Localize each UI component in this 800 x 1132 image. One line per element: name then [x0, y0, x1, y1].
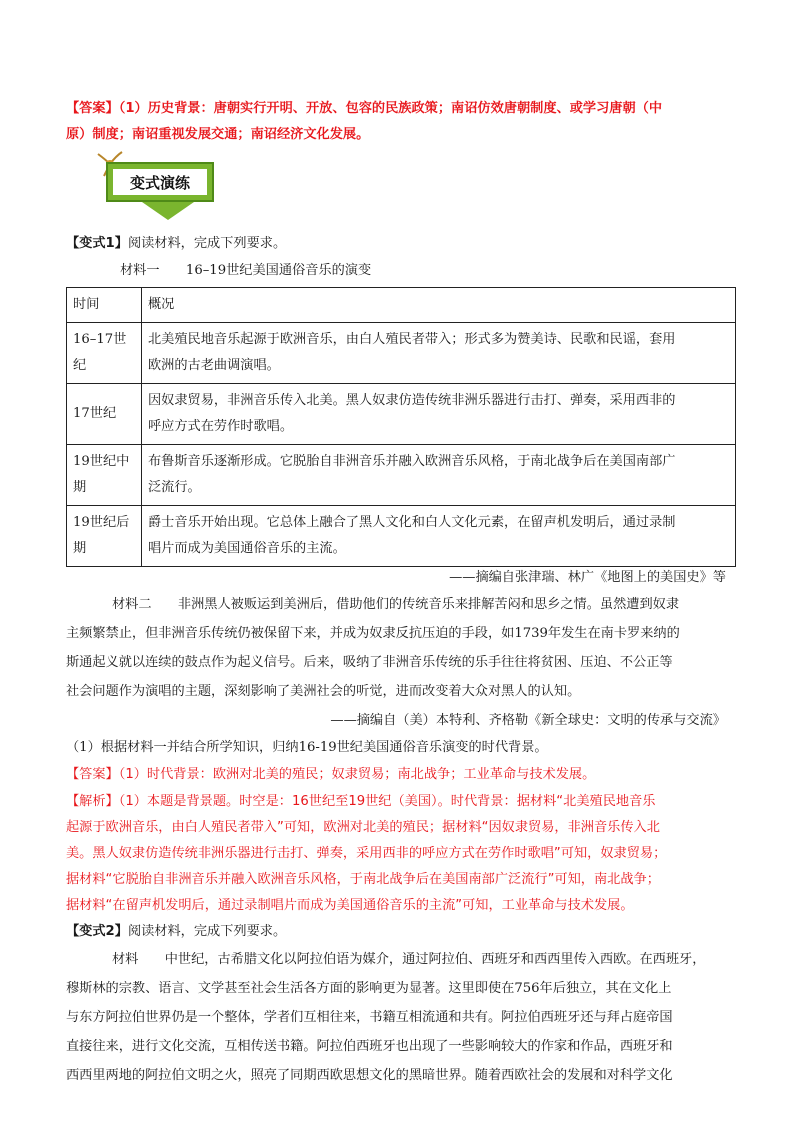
source-citation-2: ——摘编自（美）本特利、齐格勒《新全球史：文明的传承与交流》 — [330, 713, 726, 728]
row-desc — [142, 323, 736, 384]
table-header-row — [67, 288, 736, 323]
row-time-line: 17世纪 — [73, 406, 117, 421]
row-desc-line: 欧洲的古老曲调演唱。 — [148, 358, 280, 373]
row-time-line: 19世纪后 — [73, 515, 130, 530]
music-evolution-table — [66, 287, 736, 567]
variant2-material-line: 材料 中世纪，古希腊文化以阿拉伯语为媒介，通过阿拉伯、西班牙和西西里传入西欧。在西班牙， — [112, 952, 706, 967]
variant1-instruction: 阅读材料，完成下列要求。 — [127, 236, 287, 251]
answer-line-2: 原）制度；南诏重视发展交通；南诏经济文化发展。 — [66, 127, 370, 142]
variant1-heading-line — [66, 229, 746, 258]
analysis-line: 据材料“它脱胎自非洲音乐并融入欧洲音乐风格，于南北战争后在美国南部广泛流行”可知，南北战争； — [66, 872, 660, 887]
material2-line: 斯通起义就以连续的鼓点作为起义信号。后来，吸纳了非洲音乐传统的乐手往往将贫困、压迫、不公正等 — [66, 655, 673, 670]
header-overview: 概况 — [142, 288, 736, 323]
variant2-material-line: 直接往来，进行文化交流，互相传送书籍。阿拉伯西班牙也出现了一些影响较大的作家和作品，西班牙和 — [66, 1039, 673, 1054]
row-time-line: 期 — [73, 541, 87, 556]
table-row — [67, 445, 736, 506]
variant1-heading: 【变式1】 — [66, 236, 128, 251]
variant2-heading: 【变式2】 — [66, 924, 128, 939]
row-time — [67, 506, 142, 567]
table-row — [67, 506, 736, 567]
row-desc-line: 爵士音乐开始出现。它总体上融合了黑人文化和白人文化元素，在留声机发明后，通过录制 — [148, 515, 676, 530]
banner-tail — [142, 202, 194, 220]
row-time — [67, 323, 142, 384]
material2-line: 材料二 非洲黑人被贩运到美洲后，借助他们的传统音乐来排解苦闷和思乡之情。虽然遭到奴隶 — [112, 597, 680, 612]
variant2-material-line: 穆斯林的宗教、语言、文学甚至社会生活各方面的影响更为显著。这里即使在756年后独立，其在文化上 — [66, 981, 672, 996]
row-desc-line: 北美殖民地音乐起源于欧洲音乐，由白人殖民者带入；形式多为赞美诗、民歌和民谣，套用 — [148, 332, 676, 347]
variant2-heading-line — [66, 917, 746, 946]
row-desc — [142, 384, 736, 445]
table-row — [67, 384, 736, 445]
variant2-instruction: 阅读材料，完成下列要求。 — [127, 924, 287, 939]
variant2-material-line: 西西里两地的阿拉伯文明之火，照亮了同期西欧思想文化的黑暗世界。随着西欧社会的发展和对科学文化 — [66, 1068, 673, 1083]
row-desc-line: 布鲁斯音乐逐渐形成。它脱胎自非洲音乐并融入欧洲音乐风格，于南北战争后在美国南部广 — [148, 454, 676, 469]
banner-title: 变式演练 — [112, 168, 208, 196]
row-time-line: 纪 — [73, 358, 87, 373]
header-time: 时间 — [67, 288, 142, 323]
row-time — [67, 445, 142, 506]
section-banner — [92, 150, 222, 225]
analysis-line: 美。黑人奴隶仿造传统非洲乐器进行击打、弹奏，采用西非的呼应方式在劳作时歌唱”可知，奴隶贸易； — [66, 846, 667, 861]
answer-text: 【答案】（1）时代背景：欧洲对北美的殖民；奴隶贸易；南北战争；工业革命与技术发展。 — [66, 767, 596, 782]
analysis-line: 起源于欧洲音乐，由白人殖民者带入”可知，欧洲对北美的殖民；据材料“因奴隶贸易，非洲音乐传入北 — [66, 820, 660, 835]
variant2-material-line: 与东方阿拉伯世界仍是一个整体，学者们互相往来，书籍互相流通和共有。阿拉伯西班牙还与拜占庭帝国 — [66, 1010, 673, 1025]
row-desc — [142, 506, 736, 567]
row-desc-line: 唱片而成为美国通俗音乐的主流。 — [148, 541, 346, 556]
material1-title: 材料一 16–19世纪美国通俗音乐的演变 — [120, 263, 372, 278]
row-desc-line: 呼应方式在劳作时歌唱。 — [148, 419, 294, 434]
row-desc-line: 泛流行。 — [148, 480, 201, 495]
answer-line-1: 【答案】（1）历史背景：唐朝实行开明、开放、包容的民族政策；南诏仿效唐朝制度、或学习唐朝（中 — [66, 101, 663, 116]
row-time-line: 期 — [73, 480, 87, 495]
row-time-line: 19世纪中 — [73, 454, 130, 469]
banner-frame — [106, 162, 214, 202]
row-desc-line: 因奴隶贸易，非洲音乐传入北美。黑人奴隶仿造传统非洲乐器进行击打、弹奏，采用西非的 — [148, 393, 676, 408]
analysis-line: 据材料“在留声机发明后，通过录制唱片而成为美国通俗音乐的主流”可知，工业革命与技术发展。 — [66, 898, 634, 913]
source-citation-1: ——摘编自张津瑞、林广《地图上的美国史》等 — [449, 570, 726, 585]
table-row — [67, 323, 736, 384]
question-1: （1）根据材料一并结合所学知识，归纳16-19世纪美国通俗音乐演变的时代背景。 — [66, 740, 548, 755]
row-time — [67, 384, 142, 445]
row-desc — [142, 445, 736, 506]
row-time-line: 16–17世 — [73, 332, 127, 347]
material2-line: 社会问题作为演唱的主题，深刻影响了美洲社会的听觉，进而改变着大众对黑人的认知。 — [66, 684, 581, 699]
analysis-line: 【解析】（1）本题是背景题。时空是：16世纪至19世纪（美国）。时代背景：据材料“北美殖民地音乐 — [66, 794, 656, 809]
material2-line: 主频繁禁止，但非洲音乐传统仍被保留下来，并成为奴隶反抗压迫的手段，如1739年发生在南卡罗来纳的 — [66, 626, 680, 641]
